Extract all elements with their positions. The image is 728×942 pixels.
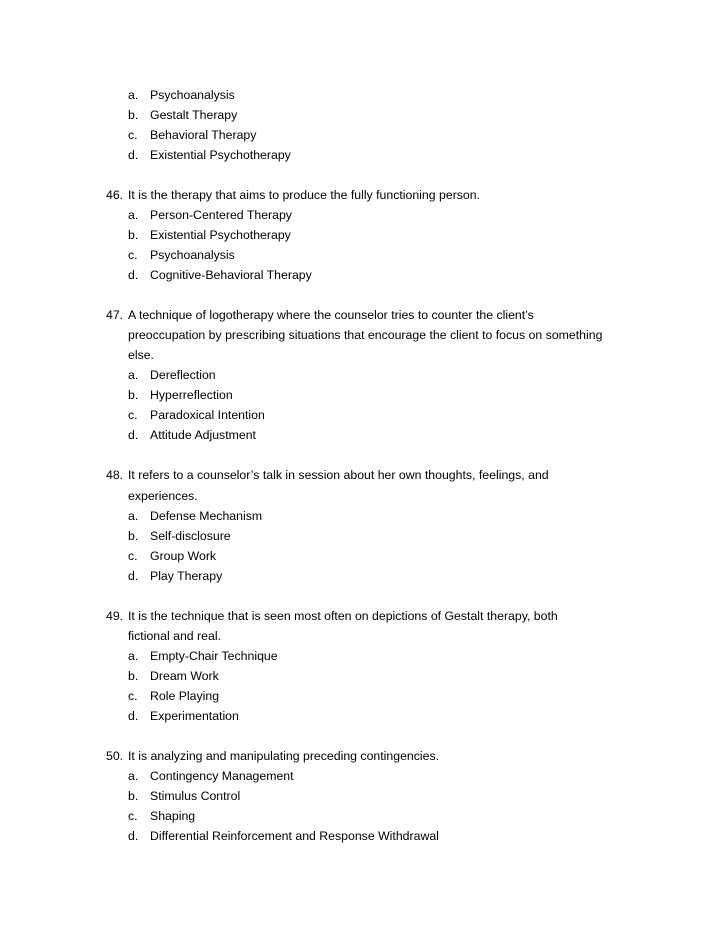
option-letter: a. [128, 649, 139, 663]
option-text: Empty-Chair Technique [150, 649, 278, 663]
option-item [0, 526, 728, 546]
option-letter: a. [128, 88, 139, 102]
option-item [0, 365, 728, 385]
option-item [0, 145, 728, 165]
question-number: 48. [106, 468, 124, 482]
question-number: 47. [106, 308, 124, 322]
option-letter: d. [128, 829, 139, 843]
option-item [0, 205, 728, 225]
option-item [0, 105, 728, 125]
option-item [0, 125, 728, 145]
option-letter: a. [128, 368, 139, 382]
option-letter: c. [128, 809, 138, 823]
option-letter: c. [128, 408, 138, 422]
question-stem [0, 305, 728, 325]
option-item [0, 265, 728, 285]
question-text-continued [0, 325, 728, 345]
option-text: Behavioral Therapy [150, 128, 257, 142]
question-stem [0, 746, 728, 766]
option-text: Group Work [150, 549, 217, 563]
option-item [0, 666, 728, 686]
option-letter: c. [128, 128, 138, 142]
question-text-continued [0, 626, 728, 646]
option-letter: a. [128, 509, 139, 523]
option-letter: b. [128, 228, 139, 242]
question-text: A technique of logotherapy where the counselor tries to counter the client’s [128, 308, 534, 322]
question-text: It is the therapy that aims to produce the fully functioning person. [128, 188, 481, 202]
question-number: 46. [106, 188, 124, 202]
question-text: else. [128, 348, 154, 362]
option-text: Shaping [150, 809, 196, 823]
question-text: It is analyzing and manipulating preceding contingencies. [128, 749, 440, 763]
option-letter: c. [128, 549, 138, 563]
option-letter: b. [128, 789, 139, 803]
question-text: fictional and real. [128, 629, 221, 643]
option-letter: d. [128, 268, 139, 282]
option-letter: d. [128, 709, 139, 723]
option-text: Dream Work [150, 669, 219, 683]
option-letter: d. [128, 148, 139, 162]
option-item [0, 806, 728, 826]
option-item [0, 566, 728, 586]
question-stem [0, 606, 728, 626]
option-item [0, 385, 728, 405]
option-letter: a. [128, 208, 139, 222]
option-letter: a. [128, 769, 139, 783]
option-letter: d. [128, 428, 139, 442]
option-item [0, 706, 728, 726]
option-text: Psychoanalysis [150, 248, 235, 262]
option-text: Dereflection [150, 368, 216, 382]
question-text: preoccupation by prescribing situations that encourage the client to focus on something [128, 328, 603, 342]
option-text: Contingency Management [150, 769, 294, 783]
option-text: Role Playing [150, 689, 220, 703]
question-stem [0, 465, 728, 485]
option-item [0, 405, 728, 425]
option-letter: d. [128, 569, 139, 583]
question-text-continued [0, 486, 728, 506]
question-text: experiences. [128, 489, 198, 503]
option-item [0, 546, 728, 566]
option-item [0, 766, 728, 786]
option-item [0, 85, 728, 105]
option-letter: b. [128, 108, 139, 122]
option-text: Stimulus Control [150, 789, 241, 803]
option-text: Hyperreflection [150, 388, 233, 402]
option-text: Experimentation [150, 709, 239, 723]
option-item [0, 826, 728, 846]
option-letter: c. [128, 248, 138, 262]
question-text: It refers to a counselor’s talk in session about her own thoughts, feelings, and [128, 468, 549, 482]
option-letter: c. [128, 689, 138, 703]
option-item [0, 646, 728, 666]
option-item [0, 686, 728, 706]
question-number: 49. [106, 609, 124, 623]
option-text: Self-disclosure [150, 529, 231, 543]
option-text: Defense Mechanism [150, 509, 263, 523]
option-letter: b. [128, 529, 139, 543]
question-text: It is the technique that is seen most often on depictions of Gestalt therapy, both [128, 609, 558, 623]
option-letter: b. [128, 669, 139, 683]
option-text: Cognitive-Behavioral Therapy [150, 268, 312, 282]
option-item [0, 786, 728, 806]
option-text: Existential Psychotherapy [150, 148, 291, 162]
option-text: Play Therapy [150, 569, 223, 583]
option-text: Paradoxical Intention [150, 408, 265, 422]
option-letter: b. [128, 388, 139, 402]
question-stem [0, 185, 728, 205]
question-text-continued [0, 345, 728, 365]
option-text: Existential Psychotherapy [150, 228, 291, 242]
question-number: 50. [106, 749, 124, 763]
option-text: Gestalt Therapy [150, 108, 238, 122]
option-item [0, 245, 728, 265]
option-text: Person-Centered Therapy [150, 208, 292, 222]
option-text: Attitude Adjustment [150, 428, 256, 442]
option-item [0, 225, 728, 245]
option-item [0, 506, 728, 526]
option-text: Psychoanalysis [150, 88, 235, 102]
option-text: Differential Reinforcement and Response Withdrawal [150, 829, 439, 843]
option-item [0, 425, 728, 445]
